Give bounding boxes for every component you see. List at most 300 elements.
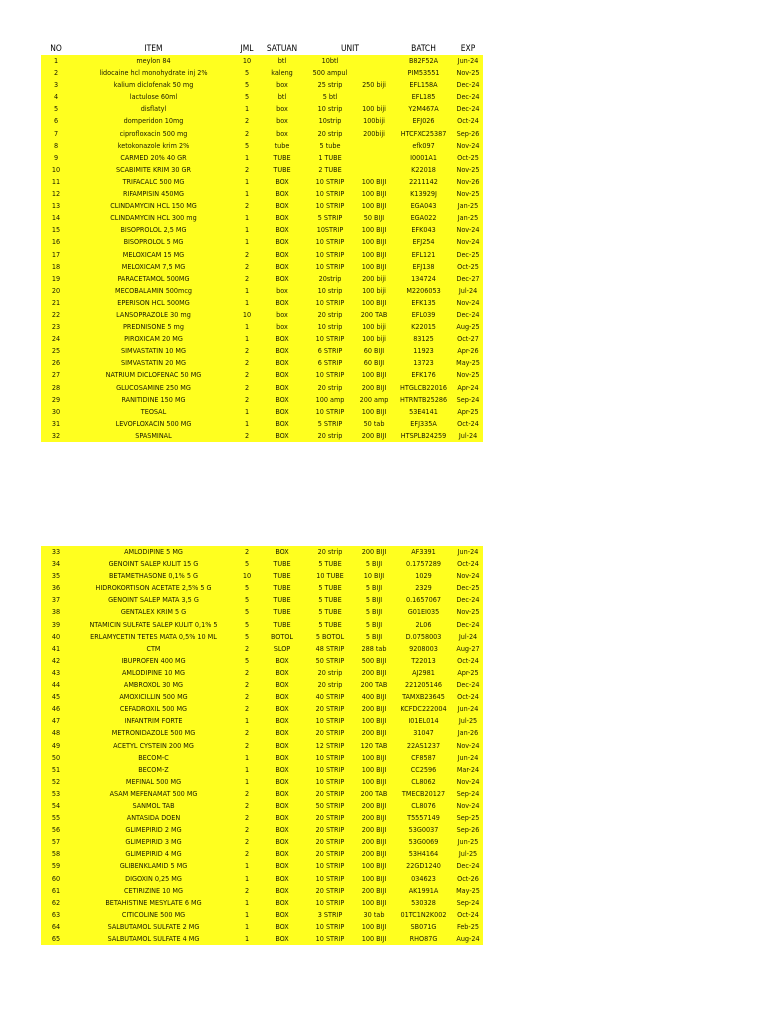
- cell-unit-qty: 100 BIJI: [361, 189, 387, 199]
- cell-no: 12: [51, 189, 61, 199]
- cell-unit-qty: 400 BIJI: [361, 692, 387, 702]
- table-row: [41, 285, 483, 297]
- cell-satuan: BOX: [275, 897, 289, 907]
- cell-unit-qty: [354, 140, 394, 152]
- cell-unit: 10 STRIP: [315, 764, 345, 774]
- table-row: [41, 79, 483, 91]
- table-row: [41, 321, 483, 333]
- cell-exp: Aug-25: [456, 322, 480, 332]
- table-row: [41, 176, 483, 188]
- cell-unit-qty: 120 TAB: [360, 740, 388, 750]
- cell-unit: 10strip: [318, 116, 342, 126]
- cell-batch: 0.1757289: [406, 559, 441, 569]
- cell-jml: 1: [244, 861, 250, 871]
- cell-item: CETIRIZINE 10 MG: [123, 885, 184, 895]
- cell-unit: 10 STRIP: [315, 861, 345, 871]
- cell-unit-qty: 5 BIJI: [365, 595, 383, 605]
- table-row: [41, 655, 483, 667]
- cell-item: CITICOLINE 500 MG: [121, 909, 186, 919]
- cell-satuan: BOX: [275, 728, 289, 738]
- cell-batch: 1029: [415, 571, 432, 581]
- cell-exp: Mar-24: [456, 764, 480, 774]
- cell-unit-qty: 100 BIJI: [361, 261, 387, 271]
- cell-jml: 10: [242, 571, 252, 581]
- cell-item: AMLODIPINE 5 MG: [124, 547, 183, 556]
- cell-item: ASAM MEFENAMAT 500 MG: [109, 788, 198, 798]
- cell-jml: 2: [244, 667, 250, 677]
- cell-item: CARMED 20% 40 GR: [120, 152, 187, 162]
- cell-unit-qty: 100 biji: [362, 334, 386, 344]
- table-row: [41, 933, 483, 945]
- cell-unit-qty: 200 BIJI: [361, 667, 387, 677]
- cell-no: 9: [53, 152, 59, 162]
- table-row: [41, 164, 483, 176]
- cell-no: 23: [51, 322, 61, 332]
- table-row: [41, 885, 483, 897]
- cell-jml: 2: [244, 728, 250, 738]
- cell-satuan: BOX: [275, 909, 289, 919]
- cell-batch: EFL185: [411, 92, 436, 102]
- cell-unit: 5 TUBE: [318, 619, 342, 629]
- cell-unit-qty: 100 BIJI: [361, 897, 387, 907]
- cell-item: GLIMEPIRID 2 MG: [125, 825, 182, 835]
- cell-unit: 20 STRIP: [315, 885, 345, 895]
- cell-no: 47: [51, 716, 61, 726]
- cell-exp: Jul-24: [458, 631, 478, 641]
- cell-item: GLIBENKLAMID 5 MG: [119, 861, 188, 871]
- cell-exp: Sep-24: [456, 394, 480, 404]
- cell-batch: B82F52A: [409, 56, 439, 65]
- cell-batch: HTCFXC25387: [400, 128, 447, 138]
- cell-item: GENOINT SALEP KULIT 15 G: [108, 559, 199, 569]
- header-row: [41, 42, 483, 55]
- cell-no: 31: [51, 418, 61, 428]
- cell-batch: I0001A1: [410, 152, 437, 162]
- cell-jml: 1: [244, 152, 250, 162]
- cell-item: SPASMINAL: [135, 430, 172, 440]
- cell-no: 65: [51, 934, 61, 943]
- cell-item: ERLAMYCETIN TETES MATA 0,5% 10 ML: [90, 631, 217, 641]
- cell-exp: Oct-24: [457, 418, 479, 428]
- cell-no: 42: [51, 655, 61, 665]
- cell-batch: efk097: [412, 140, 435, 150]
- cell-jml: 2: [244, 273, 250, 283]
- cell-unit: 10 STRIP: [315, 237, 345, 247]
- cell-batch: T5557149: [407, 813, 440, 823]
- cell-batch: HTRNTB25286: [399, 394, 448, 404]
- cell-no: 30: [51, 406, 61, 416]
- cell-unit-qty: 100 biji: [362, 322, 386, 332]
- cell-item: CTM: [146, 643, 161, 653]
- cell-batch: 0.1657067: [406, 595, 441, 605]
- cell-batch: D.0758003: [405, 631, 442, 641]
- cell-satuan: TUBE: [273, 152, 291, 162]
- cell-unit: 5 STRIP: [317, 213, 343, 223]
- cell-item: PARACETAMOL 500MG: [117, 273, 190, 283]
- cell-unit: 48 STRIP: [315, 643, 345, 653]
- cell-exp: Dec-24: [456, 309, 480, 319]
- cell-unit-qty: 200 BIJI: [361, 382, 387, 392]
- cell-exp: Jan-26: [457, 728, 479, 738]
- cell-unit: 10btl: [321, 56, 339, 65]
- cell-batch: HTGLCB22016: [400, 382, 447, 392]
- cell-exp: Nov-24: [456, 297, 480, 307]
- cell-item: SCABIMITE KRIM 30 GR: [115, 164, 191, 174]
- cell-batch: 53G0069: [408, 837, 439, 847]
- cell-unit: 5 TUBE: [318, 583, 342, 593]
- cell-no: 39: [51, 619, 61, 629]
- cell-unit: 6 STRIP: [317, 358, 343, 368]
- cell-unit-qty: 5 BIJI: [365, 631, 383, 641]
- cell-unit-qty: 200 BIJI: [361, 800, 387, 810]
- cell-no: 7: [53, 128, 59, 138]
- cell-batch: AK1991A: [408, 885, 439, 895]
- cell-satuan: BOX: [275, 825, 289, 835]
- cell-batch: EFL158A: [409, 80, 438, 90]
- cell-item: ANTASIDA DOEN: [126, 813, 181, 823]
- cell-no: 34: [51, 559, 61, 569]
- cell-batch: TMECB20127: [401, 788, 446, 798]
- table-row: [41, 776, 483, 788]
- cell-satuan: BOX: [275, 382, 289, 392]
- cell-jml: 2: [244, 704, 250, 714]
- cell-satuan: BOX: [275, 861, 289, 871]
- table-row: [41, 103, 483, 115]
- cell-unit: 3 STRIP: [317, 909, 343, 919]
- cell-satuan: BOX: [275, 176, 289, 186]
- cell-satuan: BOX: [275, 189, 289, 199]
- cell-item: ciprofloxacin 500 mg: [119, 128, 188, 138]
- cell-satuan: BOX: [275, 655, 289, 665]
- table-row: [41, 430, 483, 442]
- cell-exp: Nov-25: [456, 189, 480, 199]
- cell-satuan: BOX: [275, 788, 289, 798]
- cell-no: 38: [51, 607, 61, 617]
- cell-exp: Dec-24: [456, 595, 480, 605]
- cell-unit-qty: 100 BIJI: [361, 921, 387, 931]
- cell-unit-qty: 500 BIJI: [361, 655, 387, 665]
- cell-item: BECOM-Z: [138, 764, 169, 774]
- table-row: [41, 715, 483, 727]
- cell-no: 17: [51, 249, 61, 259]
- cell-item: GLUCOSAMINE 250 MG: [116, 382, 191, 392]
- cell-jml: 1: [244, 752, 250, 762]
- cell-unit: 10 STRIP: [315, 249, 345, 259]
- table-row: [41, 212, 483, 224]
- cell-jml: 1: [244, 237, 250, 247]
- cell-no: 56: [51, 825, 61, 835]
- cell-item: HIDROKORTISON ACETATE 2,5% 5 G: [95, 583, 212, 593]
- cell-satuan: BOX: [275, 418, 289, 428]
- cell-unit-qty: 100 BIJI: [361, 201, 387, 211]
- cell-unit: 20 strip: [317, 430, 343, 440]
- table-row: [41, 418, 483, 430]
- cell-satuan: box: [276, 116, 288, 126]
- cell-satuan: btl: [277, 92, 287, 102]
- cell-jml: 2: [244, 261, 250, 271]
- cell-no: 25: [51, 346, 61, 356]
- cell-batch: AJ2981: [412, 667, 435, 677]
- table-row: [41, 236, 483, 248]
- cell-satuan: BOX: [275, 934, 289, 943]
- cell-item: kalium diclofenak 50 mg: [113, 80, 194, 90]
- cell-jml: 2: [244, 116, 250, 126]
- header-unit: UNIT: [306, 42, 394, 55]
- cell-item: TRIFACALC 500 MG: [122, 176, 185, 186]
- cell-jml: 1: [244, 716, 250, 726]
- cell-unit-qty: 200 BIJI: [361, 837, 387, 847]
- cell-item: LANSOPRAZOLE 30 mg: [116, 309, 191, 319]
- table-row: [41, 631, 483, 643]
- cell-unit-qty: 100 BIJI: [361, 716, 387, 726]
- cell-no: 18: [51, 261, 61, 271]
- cell-unit: 25 strip: [317, 80, 343, 90]
- cell-no: 32: [51, 430, 61, 440]
- cell-jml: 5: [244, 595, 250, 605]
- cell-unit-qty: [354, 67, 394, 79]
- table-row: [41, 921, 483, 933]
- cell-exp: Nov-24: [456, 225, 480, 235]
- cell-unit-qty: 100 BIJI: [361, 249, 387, 259]
- cell-item: GLIMEPIRID 4 MG: [125, 849, 182, 859]
- cell-unit: 12 STRIP: [315, 740, 345, 750]
- table-row: [41, 55, 483, 67]
- cell-no: 26: [51, 358, 61, 368]
- cell-exp: Oct-24: [457, 909, 479, 919]
- cell-exp: Jun-24: [457, 704, 479, 714]
- table-row: [41, 764, 483, 776]
- cell-exp: Aug-27: [456, 643, 480, 653]
- table-row: [41, 824, 483, 836]
- cell-batch: EGA022: [410, 213, 437, 223]
- cell-jml: 2: [244, 885, 250, 895]
- cell-unit: 5 tube: [319, 140, 341, 150]
- table-row: [41, 128, 483, 140]
- cell-batch: EFJ026: [412, 116, 435, 126]
- cell-no: 37: [51, 595, 61, 605]
- cell-batch: G01EI035: [407, 607, 440, 617]
- cell-batch: T22013: [411, 655, 436, 665]
- cell-unit-qty: 5 BIJI: [365, 619, 383, 629]
- cell-exp: Jun-24: [457, 547, 479, 556]
- cell-jml: 1: [244, 418, 250, 428]
- cell-item: lidocaine hcl monohydrate inj 2%: [99, 68, 208, 78]
- cell-item: AMBROXOL 30 MG: [123, 680, 184, 690]
- cell-item: METRONIDAZOLE 500 MG: [111, 728, 196, 738]
- cell-jml: 2: [244, 358, 250, 368]
- cell-batch: 31047: [413, 728, 434, 738]
- cell-exp: Oct-27: [457, 334, 479, 344]
- cell-jml: 2: [244, 394, 250, 404]
- cell-jml: 5: [244, 80, 250, 90]
- cell-unit-qty: 200 amp: [359, 394, 389, 404]
- cell-no: 5: [53, 104, 59, 114]
- cell-batch: HTSPLB24259: [400, 430, 447, 440]
- cell-batch: 221205146: [404, 680, 443, 690]
- cell-unit-qty: 288 tab: [361, 643, 387, 653]
- cell-no: 33: [51, 547, 61, 556]
- cell-batch: 22AS1237: [406, 740, 441, 750]
- table-row: [41, 394, 483, 406]
- cell-exp: Sep-24: [456, 788, 480, 798]
- cell-exp: Apr-25: [457, 667, 479, 677]
- cell-no: 50: [51, 752, 61, 762]
- table-row: [41, 752, 483, 764]
- cell-item: disflatyl: [140, 104, 167, 114]
- cell-batch: EGA043: [410, 201, 437, 211]
- table-row: [41, 115, 483, 127]
- cell-unit-qty: 200 biji: [362, 273, 386, 283]
- cell-unit-qty: 100 biji: [362, 104, 386, 114]
- cell-satuan: BOX: [275, 716, 289, 726]
- cell-batch: EFJ335A: [410, 418, 437, 428]
- table-row: [41, 406, 483, 418]
- cell-batch: CC2596: [410, 764, 437, 774]
- cell-no: 54: [51, 800, 61, 810]
- cell-unit: 20 STRIP: [315, 788, 345, 798]
- table-row: [41, 249, 483, 261]
- cell-unit: 5 TUBE: [318, 559, 342, 569]
- cell-jml: 2: [244, 849, 250, 859]
- cell-satuan: TUBE: [273, 595, 291, 605]
- cell-exp: Jul-24: [458, 430, 478, 440]
- cell-satuan: BOX: [275, 201, 289, 211]
- cell-batch: 53G0037: [408, 825, 439, 835]
- cell-jml: 2: [244, 370, 250, 380]
- table-row: [41, 667, 483, 679]
- cell-unit: 10 STRIP: [315, 297, 345, 307]
- cell-no: 21: [51, 297, 61, 307]
- cell-unit: 20 strip: [317, 547, 343, 556]
- cell-item: GENTALEX KRIM 5 G: [120, 607, 187, 617]
- cell-no: 64: [51, 921, 61, 931]
- cell-satuan: BOX: [275, 740, 289, 750]
- cell-item: RIFAMPISIN 450MG: [122, 189, 185, 199]
- table-row: [41, 691, 483, 703]
- cell-item: RANITIDINE 150 MG: [121, 394, 186, 404]
- cell-batch: RHO87G: [409, 934, 438, 943]
- cell-unit-qty: 100 BIJI: [361, 370, 387, 380]
- cell-item: SANMOL TAB: [132, 800, 175, 810]
- cell-satuan: box: [276, 80, 288, 90]
- cell-item: SALBUTAMOL SULFATE 2 MG: [107, 921, 200, 931]
- cell-batch: CL8076: [411, 800, 436, 810]
- cell-exp: Nov-24: [456, 740, 480, 750]
- cell-exp: Sep-26: [456, 825, 480, 835]
- cell-jml: 1: [244, 213, 250, 223]
- cell-exp: Oct-25: [457, 152, 479, 162]
- cell-satuan: box: [276, 285, 288, 295]
- cell-exp: Jun-24: [457, 56, 479, 65]
- cell-satuan: BOX: [275, 849, 289, 859]
- cell-jml: 1: [244, 776, 250, 786]
- cell-item: GLIMEPIRID 3 MG: [125, 837, 182, 847]
- table-row: [41, 727, 483, 739]
- cell-batch: PIM53551: [407, 68, 440, 78]
- cell-no: 44: [51, 680, 61, 690]
- cell-satuan: BOX: [275, 249, 289, 259]
- cell-exp: Oct-24: [457, 559, 479, 569]
- cell-no: 49: [51, 740, 61, 750]
- table-row: [41, 558, 483, 570]
- cell-exp: Jan-25: [457, 201, 479, 211]
- cell-no: 16: [51, 237, 61, 247]
- table-row: [41, 273, 483, 285]
- cell-satuan: BOX: [275, 885, 289, 895]
- cell-item: AMOXICILLIN 500 MG: [119, 692, 188, 702]
- cell-unit: 20 strip: [317, 382, 343, 392]
- cell-unit-qty: [354, 91, 394, 103]
- cell-unit: 20 STRIP: [315, 837, 345, 847]
- cell-batch: 9208003: [409, 643, 438, 653]
- cell-jml: 1: [244, 909, 250, 919]
- table-row: [41, 91, 483, 103]
- cell-unit: 20 STRIP: [315, 704, 345, 714]
- table-row: [41, 200, 483, 212]
- cell-no: 48: [51, 728, 61, 738]
- cell-exp: Oct-25: [457, 261, 479, 271]
- cell-no: 36: [51, 583, 61, 593]
- cell-exp: Apr-24: [457, 382, 479, 392]
- header-exp: EXP: [453, 42, 483, 55]
- cell-batch: EFK043: [411, 225, 436, 235]
- cell-jml: 2: [244, 837, 250, 847]
- cell-batch: 53E4141: [409, 406, 438, 416]
- cell-no: 8: [53, 140, 59, 150]
- cell-satuan: kaleng: [271, 68, 293, 78]
- cell-batch: SB071G: [410, 921, 437, 931]
- cell-jml: 2: [244, 164, 250, 174]
- cell-jml: 1: [244, 189, 250, 199]
- cell-jml: 5: [244, 631, 250, 641]
- table-row: [41, 67, 483, 79]
- cell-satuan: box: [276, 322, 288, 332]
- cell-unit: 6 STRIP: [317, 346, 343, 356]
- cell-exp: Oct-24: [457, 692, 479, 702]
- cell-unit: 10 STRIP: [315, 921, 345, 931]
- cell-unit: 5 STRIP: [317, 418, 343, 428]
- cell-batch: K22018: [411, 164, 436, 174]
- cell-batch: EFK176: [411, 370, 436, 380]
- cell-unit-qty: 200 BIJI: [361, 825, 387, 835]
- cell-satuan: BOX: [275, 358, 289, 368]
- cell-batch: Y2M467A: [408, 104, 439, 114]
- cell-batch: 83125: [413, 334, 434, 344]
- cell-item: IBUPROFEN 400 MG: [121, 655, 186, 665]
- cell-batch: 134724: [411, 273, 436, 283]
- cell-unit: 20 STRIP: [315, 813, 345, 823]
- cell-batch: 2L06: [415, 619, 432, 629]
- cell-no: 59: [51, 861, 61, 871]
- cell-jml: 1: [244, 104, 250, 114]
- cell-unit-qty: 100 BIJI: [361, 406, 387, 416]
- table-row: [41, 570, 483, 582]
- cell-unit: 100 amp: [315, 394, 345, 404]
- cell-unit: 20 STRIP: [315, 849, 345, 859]
- cell-unit: 50 STRIP: [315, 800, 345, 810]
- cell-unit: 10 strip: [317, 104, 343, 114]
- cell-jml: 2: [244, 740, 250, 750]
- cell-unit: 10 strip: [317, 285, 343, 295]
- cell-unit: 10 STRIP: [315, 370, 345, 380]
- cell-item: SALBUTAMOL SULFATE 4 MG: [107, 934, 200, 943]
- cell-item: MELOXICAM 15 MG: [122, 249, 185, 259]
- cell-batch: 22GD1240: [406, 861, 441, 871]
- cell-no: 4: [53, 92, 59, 102]
- cell-unit-qty: 200 BIJI: [361, 430, 387, 440]
- cell-satuan: TUBE: [273, 559, 291, 569]
- cell-batch: I01EL014: [408, 716, 439, 726]
